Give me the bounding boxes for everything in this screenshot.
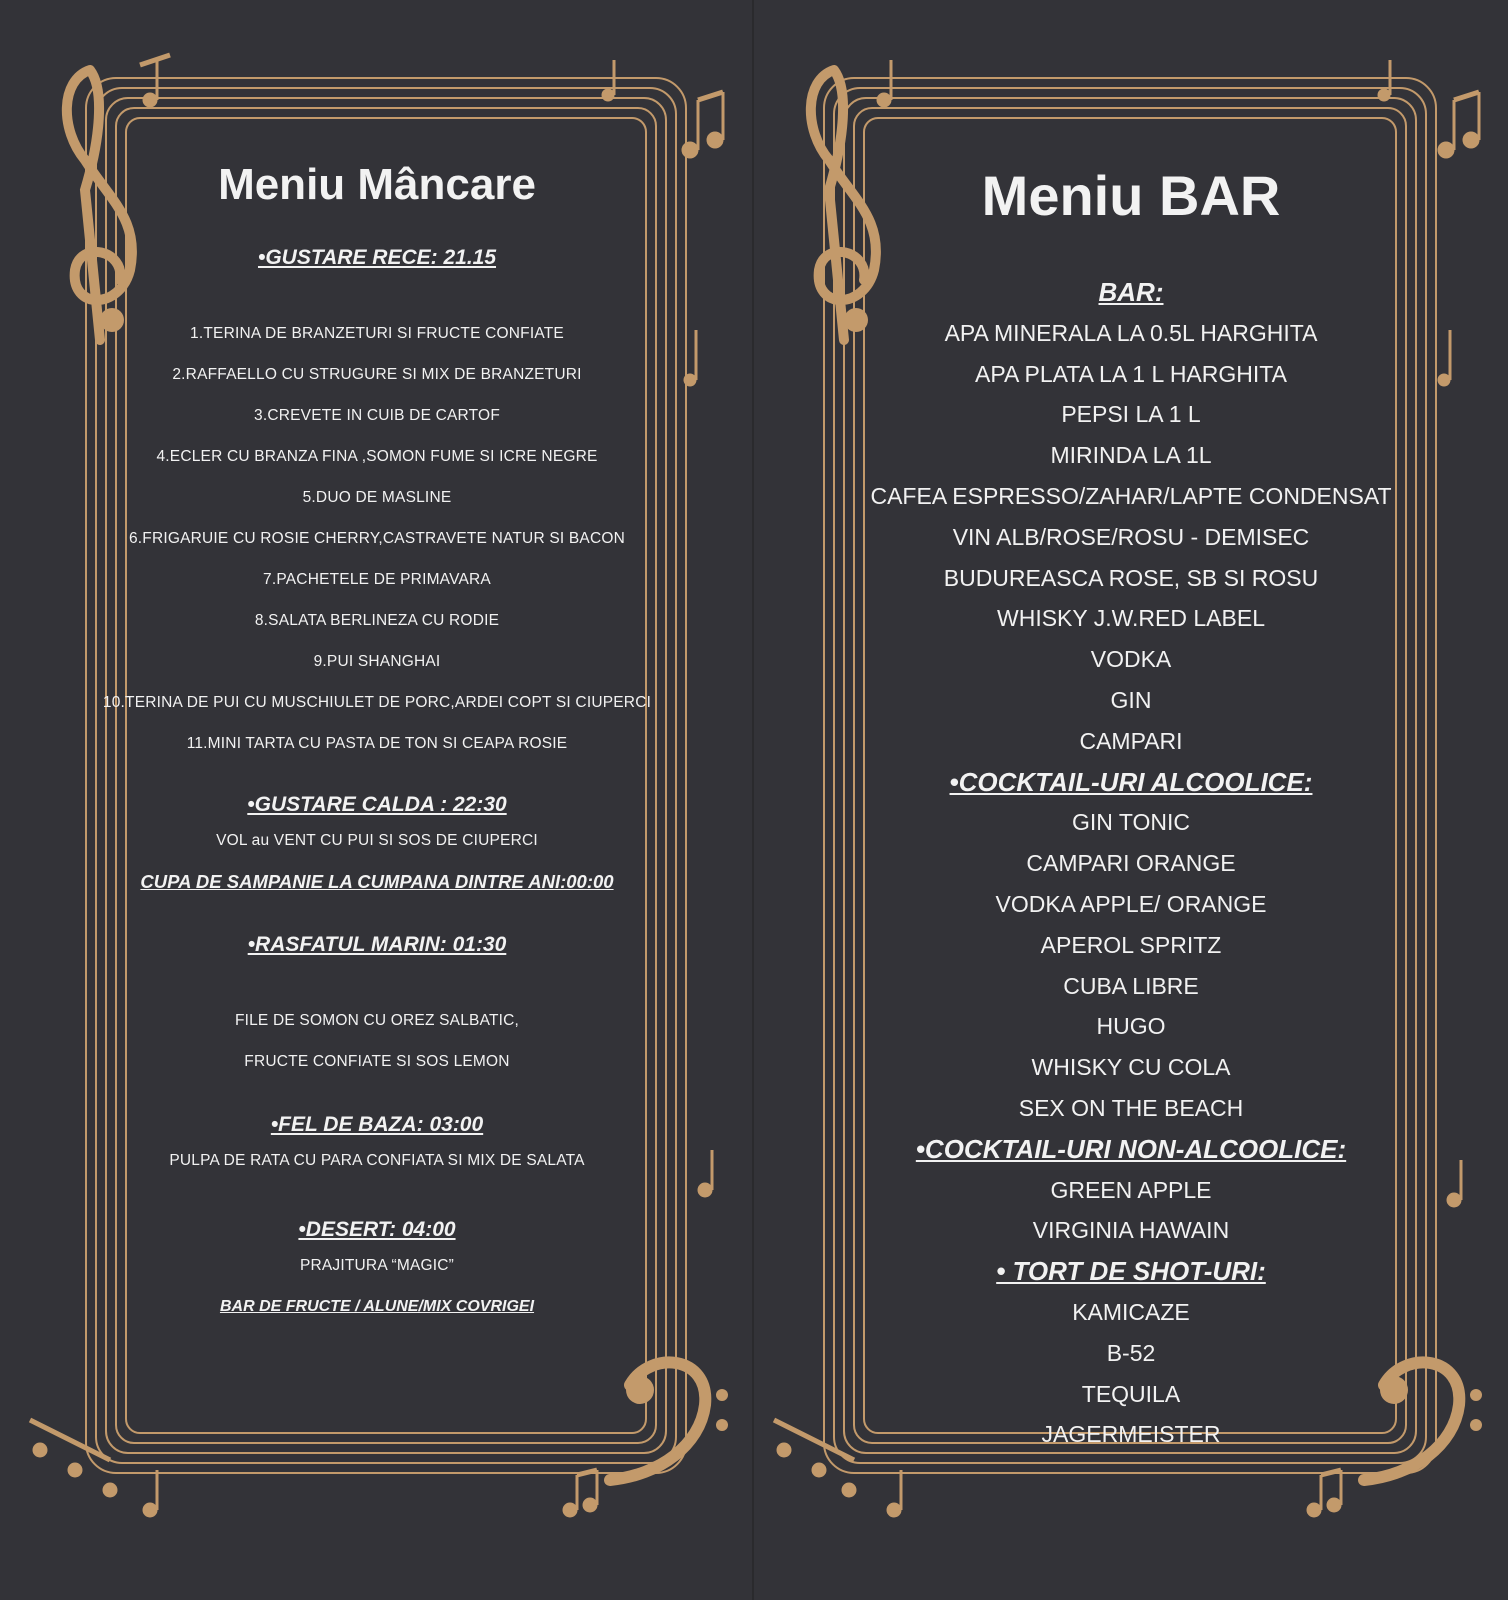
- bass-clef-icon: [600, 1345, 740, 1505]
- menu-item: GIN: [1110, 686, 1152, 713]
- menu-item: APA MINERALA LA 0.5L HARGHITA: [944, 319, 1318, 346]
- menu-item: 8.SALATA BERLINEZA CU RODIE: [254, 612, 500, 629]
- menu-item: CAMPARI ORANGE: [1026, 850, 1236, 877]
- section-note: BAR DE FRUCTE / ALUNE/MIX COVRIGEI: [219, 1298, 535, 1315]
- menu-item: JAGERMEISTER: [1041, 1421, 1221, 1448]
- page-title: Meniu Mâncare: [218, 160, 536, 209]
- menu-item: 7.PACHETELE DE PRIMAVARA: [263, 571, 491, 588]
- bar-menu-content: [754, 160, 1508, 1455]
- section-heading: •COCKTAIL-URI ALCOOLICE:: [949, 766, 1313, 797]
- menu-item: PRAJITURA “MAGIC”: [299, 1257, 455, 1274]
- section-heading: •GUSTARE CALDA : 22:30: [247, 793, 507, 816]
- menu-item: GREEN APPLE: [1050, 1176, 1212, 1203]
- section-heading: • TORT DE SHOT-URI:: [996, 1256, 1266, 1287]
- menu-item: FRUCTE CONFIATE SI SOS LEMON: [244, 1053, 510, 1070]
- section-heading: •GUSTARE RECE: 21.15: [257, 246, 497, 269]
- section-heading: •FEL DE BAZA: 03:00: [270, 1113, 484, 1136]
- menu-item: FILE DE SOMON CU OREZ SALBATIC,: [234, 1012, 520, 1029]
- menu-item: PULPA DE RATA CU PARA CONFIATA SI MIX DE SALATA: [169, 1152, 585, 1169]
- menu-item: VODKA: [1090, 646, 1172, 673]
- section-heading: BAR:: [1098, 277, 1164, 307]
- menu-item: BUDUREASCA ROSE, SB SI ROSU: [943, 564, 1319, 591]
- menu-item: 10.TERINA DE PUI CU MUSCHIULET DE PORC,ARDEI COPT SI CIUPERCI: [102, 694, 652, 711]
- menu-item: CAMPARI: [1079, 727, 1183, 754]
- menu-item: GIN TONIC: [1072, 809, 1190, 836]
- food-menu-content: [0, 155, 754, 1327]
- menu-item: WHISKY J.W.RED LABEL: [997, 605, 1265, 632]
- menu-item: APEROL SPRITZ: [1040, 931, 1222, 958]
- section-heading: •COCKTAIL-URI NON-ALCOOLICE:: [915, 1133, 1347, 1164]
- menu-item: VIN ALB/ROSE/ROSU - DEMISEC: [952, 523, 1310, 550]
- menu-item: CAFEA ESPRESSO/ZAHAR/LAPTE CONDENSAT: [870, 482, 1392, 509]
- menu-item: 2.RAFFAELLO CU STRUGURE SI MIX DE BRANZETURI: [172, 366, 582, 383]
- bar-menu-panel: [754, 0, 1508, 1600]
- menu-item: 11.MINI TARTA CU PASTA DE TON SI CEAPA ROSIE: [186, 735, 568, 752]
- page-title: Meniu BAR: [981, 164, 1281, 227]
- menu-item: 1.TERINA DE BRANZETURI SI FRUCTE CONFIATE: [190, 325, 564, 342]
- menu-item: VODKA APPLE/ ORANGE: [995, 890, 1267, 917]
- menu-item: PEPSI LA 1 L: [1061, 401, 1201, 428]
- menu-item: 3.CREVETE IN CUIB DE CARTOF: [254, 407, 500, 424]
- menu-item: 6.FRIGARUIE CU ROSIE CHERRY,CASTRAVETE NATUR SI BACON: [128, 530, 626, 547]
- menu-item: VIRGINIA HAWAIN: [1032, 1217, 1230, 1244]
- menu-item: KAMICAZE: [1072, 1298, 1190, 1325]
- section-heading: •DESERT: 04:00: [298, 1218, 456, 1241]
- menu-item: CUBA LIBRE: [1063, 972, 1199, 999]
- section-note: CUPA DE SAMPANIE LA CUMPANA DINTRE ANI:00:00: [140, 871, 614, 892]
- menu-item: APA PLATA LA 1 L HARGHITA: [975, 360, 1287, 387]
- menu-item: HUGO: [1096, 1013, 1166, 1040]
- menu-item: VOL au VENT CU PUI SI SOS DE CIUPERCI: [216, 832, 538, 849]
- menu-item: 4.ECLER CU BRANZA FINA ,SOMON FUME SI ICRE NEGRE: [156, 448, 598, 465]
- menu-item: 9.PUI SHANGHAI: [313, 653, 441, 670]
- menu-item: TEQUILA: [1081, 1380, 1181, 1407]
- menu-item: SEX ON THE BEACH: [1018, 1094, 1244, 1121]
- menu-item: 5.DUO DE MASLINE: [302, 489, 452, 506]
- menu-item: WHISKY CU COLA: [1031, 1054, 1231, 1081]
- section-heading: •RASFATUL MARIN: 01:30: [247, 933, 507, 956]
- menu-item: B-52: [1106, 1339, 1156, 1366]
- menu-item: MIRINDA LA 1L: [1050, 442, 1212, 469]
